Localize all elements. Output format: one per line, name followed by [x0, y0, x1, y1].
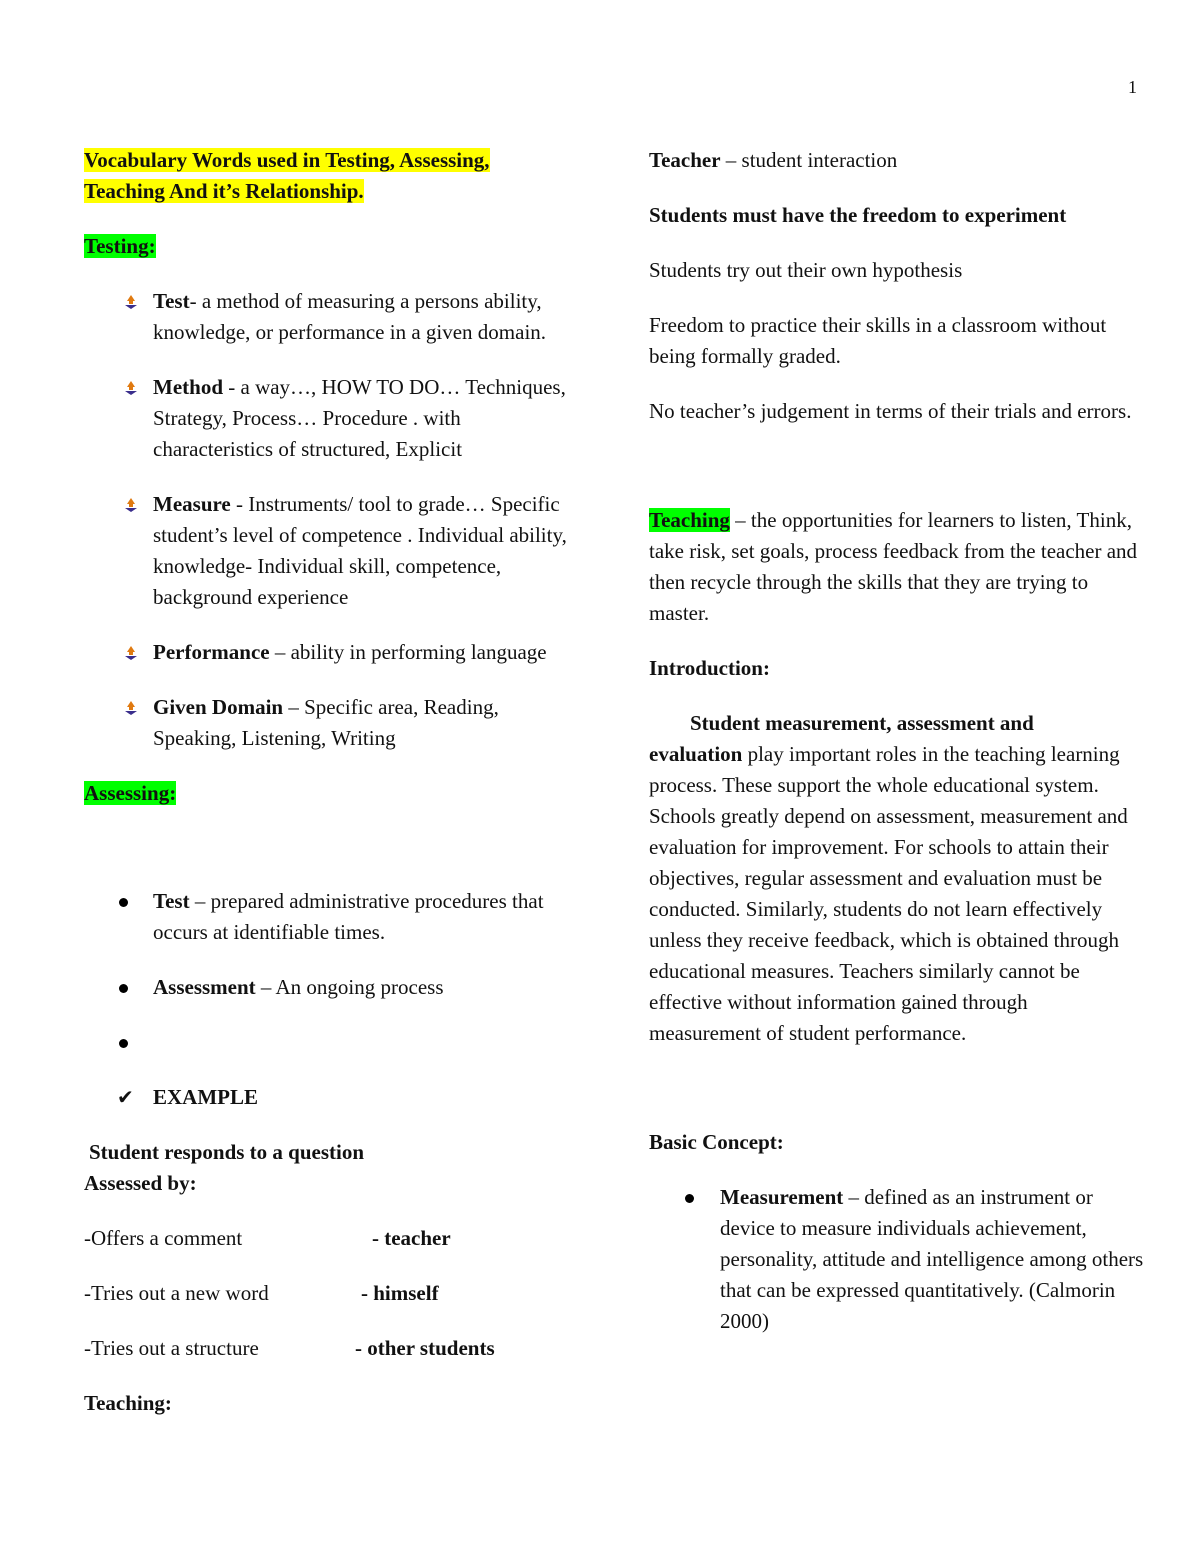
- arrow-bullet-icon: [124, 701, 138, 715]
- action: -Offers a comment: [84, 1226, 243, 1250]
- definition: – Specific area, Reading, Speaking, Listening, Writing: [153, 695, 499, 750]
- intro-bold-2: evaluation: [649, 742, 743, 766]
- list-item: [649, 1182, 1144, 1337]
- arrow-bullet-icon: [124, 498, 138, 512]
- term: Performance: [153, 640, 270, 664]
- judgement-text: No teacher’s judgement in terms of their trials and errors.: [649, 399, 1132, 423]
- list-item: [84, 1082, 574, 1113]
- arrow-bullet-icon: [124, 646, 138, 660]
- assessing-list: [84, 886, 574, 1113]
- definition: – An ongoing process: [255, 975, 444, 999]
- arrow-bullet-icon: [124, 381, 138, 395]
- definition: - a method of measuring a persons ability, knowledge, or performance in a given domain.: [153, 289, 547, 344]
- assessor-row: [84, 1223, 574, 1254]
- hypothesis-text: Students try out their own hypothesis: [649, 258, 963, 282]
- list-item: [84, 886, 574, 948]
- freedom-heading: Students must have the freedom to experiment: [649, 203, 1067, 227]
- assessed-by-label: Assessed by:: [84, 1171, 197, 1195]
- list-item: [84, 372, 574, 465]
- example-label: EXAMPLE: [153, 1085, 258, 1109]
- responds-label: Student responds to a question: [89, 1140, 365, 1164]
- title-line-1: Vocabulary Words used in Testing, Assessing,: [84, 148, 490, 172]
- definition: – ability in performing language: [269, 640, 547, 664]
- bullet-icon: [119, 898, 128, 907]
- term: Method: [153, 375, 223, 399]
- term: Measure: [153, 492, 231, 516]
- definition: - a way…, HOW TO DO… Techniques, Strategy, Process… Procedure . with characteristics of structured, Explicit: [153, 375, 566, 461]
- bullet-icon: [685, 1194, 694, 1203]
- teaching-term: Teaching: [649, 508, 730, 532]
- page-number: 1: [1128, 77, 1137, 97]
- definition: - Instruments/ tool to grade… Specific student’s level of competence . Individual ability, knowledge- Individual skill, competence, background experience: [153, 492, 567, 609]
- list-item: [84, 286, 574, 348]
- right-column: [649, 145, 1144, 1337]
- action: -Tries out a new word: [84, 1281, 269, 1305]
- left-column: [84, 145, 574, 1419]
- introduction-heading: Introduction:: [649, 656, 770, 680]
- bullet-icon: [119, 1039, 128, 1048]
- term: Given Domain: [153, 695, 284, 719]
- action: -Tries out a structure: [84, 1336, 259, 1360]
- term: Measurement: [720, 1185, 844, 1209]
- assessor: - teacher: [372, 1226, 451, 1250]
- testing-heading: Testing:: [84, 234, 156, 258]
- definition: – prepared administrative procedures that occurs at identifiable times.: [153, 889, 544, 944]
- list-item: [84, 1027, 574, 1058]
- term: Assessment: [153, 975, 256, 999]
- list-item: [84, 637, 574, 668]
- bullet-icon: [119, 984, 128, 993]
- testing-list: [84, 286, 574, 754]
- assessor: - himself: [361, 1281, 439, 1305]
- teaching-paragraph: [649, 505, 1144, 629]
- assessing-heading: Assessing:: [84, 781, 177, 805]
- practice-text: Freedom to practice their skills in a classroom without being formally graded.: [649, 313, 1107, 368]
- assessing-heading-wrap: [84, 778, 574, 809]
- assessor: - other students: [355, 1336, 495, 1360]
- term: Test: [153, 289, 190, 313]
- teaching-text: – the opportunities for learners to listen, Think, take risk, set goals, process feedback from the teacher and then recycle through the skills that they are trying to master.: [649, 508, 1138, 625]
- checkmark-icon: ✔: [117, 1085, 134, 1109]
- assessor-row: [84, 1333, 574, 1364]
- teacher-line: [649, 145, 1144, 176]
- term: Test: [153, 889, 190, 913]
- list-item: [84, 692, 574, 754]
- list-item: [84, 489, 574, 613]
- teacher-term: Teacher: [649, 148, 721, 172]
- arrow-bullet-icon: [124, 295, 138, 309]
- basic-concept-heading: Basic Concept:: [649, 1130, 784, 1154]
- teaching-label: Teaching:: [84, 1391, 172, 1415]
- testing-heading-wrap: [84, 231, 574, 262]
- concept-list: [649, 1182, 1144, 1337]
- definition: – defined as an instrument or device to measure individuals achievement, personality, attitude and intelligence among others that can be expressed quantitatively. (Calmorin 2000): [720, 1185, 1144, 1333]
- teacher-text: – student interaction: [720, 148, 898, 172]
- list-item: [84, 972, 574, 1003]
- document-title: [84, 145, 574, 207]
- title-line-2: Teaching And it’s Relationship.: [84, 179, 364, 203]
- intro-text: play important roles in the teaching learning process. These support the whole educational system. Schools greatly depend on assessment, measurement and evaluation for improvement. For schools to attain their objectives, regular assessment and evaluation must be conducted. Similarly, students do not learn effectively unless they receive feedback, which is obtained through educational measures. Teachers similarly cannot be effective without information gained through measurement of student performance.: [649, 742, 1128, 1045]
- intro-bold-1: Student measurement, assessment and: [690, 711, 1034, 735]
- introduction-paragraph: [649, 708, 1144, 1049]
- assessor-row: [84, 1278, 574, 1309]
